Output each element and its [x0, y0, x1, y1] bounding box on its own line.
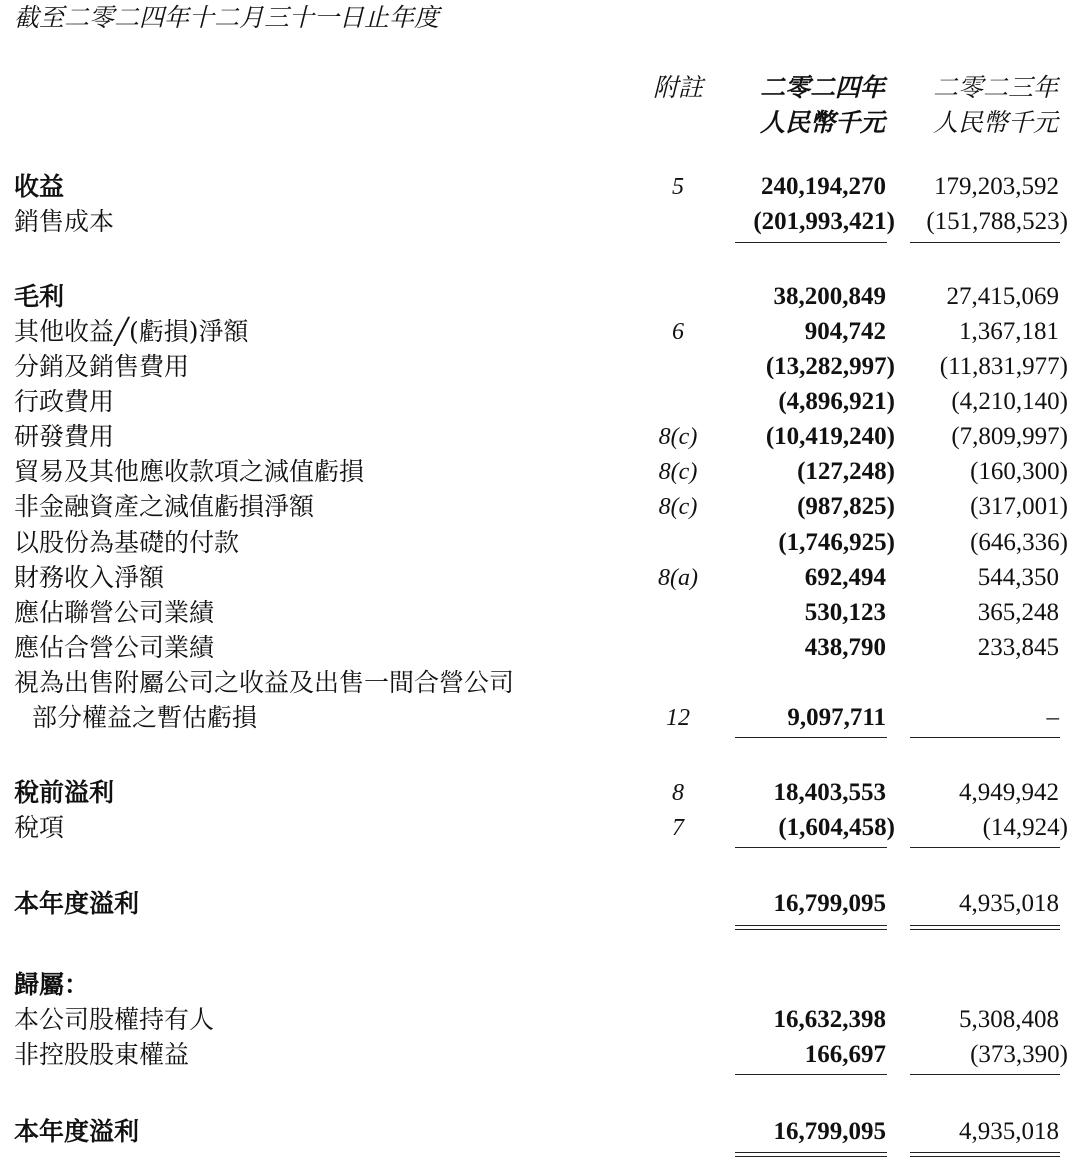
prior-year-value: (151,788,523) [926, 208, 1068, 235]
table-row-profit-for-year [0, 887, 1080, 921]
row-label: 應佔聯營公司業績 [14, 598, 215, 627]
prior-year-value: 179,203,592 [934, 173, 1059, 200]
row-label: 研發費用 [14, 422, 115, 451]
prior-year-value: 5,308,408 [959, 1006, 1059, 1033]
table-row-revenue [0, 170, 1080, 204]
current-year-value: (1,746,925) [778, 529, 895, 556]
table-row-equity-holders [0, 1003, 1080, 1037]
current-year-value: 166,697 [804, 1041, 886, 1068]
row-note: 8 [672, 780, 684, 806]
statement-period-subtitle: 截至二零二四年十二月三十一日止年度 [14, 3, 440, 32]
current-year-value: 9,097,711 [787, 704, 886, 731]
row-label: 銷售成本 [14, 207, 115, 236]
total-double-rule-prior [910, 925, 1060, 930]
table-row-other-gains [0, 315, 1080, 349]
prior-year-value: (373,390) [970, 1041, 1068, 1068]
row-label: 貿易及其他應收款項之減值虧損 [14, 457, 365, 486]
row-label: 稅前溢利 [14, 778, 115, 807]
subtotal-rule-prior [910, 737, 1060, 738]
row-label: 歸屬： [14, 970, 90, 999]
current-year-value: 240,194,270 [761, 173, 886, 200]
prior-year-value: (4,210,140) [951, 388, 1068, 415]
prior-year-value: (7,809,997) [951, 423, 1068, 450]
current-year-value: (987,825) [797, 493, 895, 520]
row-label: 毛利 [14, 282, 65, 311]
current-year-value: (10,419,240) [765, 423, 895, 450]
row-note: 7 [672, 815, 684, 841]
row-label: 行政費用 [14, 387, 115, 416]
table-row-disposal-gain-line1 [0, 666, 1080, 700]
prior-year-value: 27,415,069 [946, 283, 1059, 310]
table-row-cost-of-sales [0, 205, 1080, 239]
row-label: 稅項 [14, 813, 65, 842]
prior-year-value: 4,935,018 [959, 1118, 1059, 1145]
current-year-header: 二零二四年 [759, 73, 885, 102]
current-year-value: (4,896,921) [778, 388, 895, 415]
row-note: 8(c) [658, 424, 698, 450]
current-year-value: 16,799,095 [773, 1118, 886, 1145]
current-year-unit: 人民幣千元 [759, 108, 885, 137]
current-year-value: 438,790 [804, 634, 886, 661]
table-row-tax [0, 811, 1080, 845]
subtotal-rule-prior [910, 1074, 1060, 1075]
prior-year-header: 二零二三年 [932, 73, 1058, 102]
row-label: 非控股股東權益 [14, 1040, 190, 1069]
table-row-attributable-heading [0, 968, 1080, 1002]
row-note: 6 [672, 319, 684, 345]
row-note: 8(c) [658, 494, 698, 520]
subtotal-rule-current [735, 847, 887, 848]
row-label: 財務收入淨額 [14, 563, 165, 592]
table-row-share-based-payments [0, 526, 1080, 560]
row-label: 以股份為基礎的付款 [14, 528, 240, 557]
prior-year-value: 365,248 [977, 599, 1059, 626]
row-label: 視為出售附屬公司之收益及出售一間合營公司 [14, 668, 515, 697]
row-label: 本年度溢利 [14, 889, 140, 918]
subtotal-rule-current [735, 1074, 887, 1075]
row-label: 非金融資產之減值虧損淨額 [14, 492, 315, 521]
prior-year-unit: 人民幣千元 [932, 108, 1058, 137]
row-note: 8(c) [658, 459, 698, 485]
row-label: 分銷及銷售費用 [14, 352, 190, 381]
prior-year-value: 233,845 [977, 634, 1059, 661]
prior-year-value: – [1046, 704, 1059, 731]
table-row-admin-expenses [0, 385, 1080, 419]
table-row-profit-for-year-total [0, 1115, 1080, 1149]
prior-year-value: (14,924) [982, 814, 1068, 841]
prior-year-value: (317,001) [970, 493, 1068, 520]
current-year-value: 904,742 [804, 318, 886, 345]
table-row-receivables-impairment [0, 455, 1080, 489]
table-row-joint-ventures-share [0, 631, 1080, 665]
prior-year-value: 4,949,942 [959, 779, 1059, 806]
current-year-value: (201,993,421) [753, 208, 895, 235]
row-label: 收益 [14, 172, 65, 201]
prior-year-value: (11,831,977) [939, 353, 1068, 380]
table-row-non-controlling-interests [0, 1038, 1080, 1072]
row-label: 部分權益之暫估虧損 [32, 703, 258, 732]
current-year-value: 18,403,553 [773, 779, 886, 806]
row-label: 本公司股權持有人 [14, 1005, 215, 1034]
total-double-rule-current [735, 1152, 887, 1157]
table-row-disposal-gain-line2 [0, 701, 1080, 735]
current-year-value: 692,494 [804, 564, 886, 591]
note-column-header: 附註 [653, 73, 704, 102]
prior-year-value: (646,336) [970, 529, 1068, 556]
prior-year-value: 4,935,018 [959, 890, 1059, 917]
prior-year-value: 1,367,181 [959, 318, 1059, 345]
row-note: 12 [666, 705, 690, 731]
prior-year-value: (160,300) [970, 458, 1068, 485]
subtotal-rule-current [735, 737, 887, 738]
current-year-value: (1,604,458) [778, 814, 895, 841]
current-year-value: (127,248) [797, 458, 895, 485]
table-row-profit-before-tax [0, 776, 1080, 810]
table-row-rnd-expenses [0, 420, 1080, 454]
current-year-value: 16,632,398 [773, 1006, 886, 1033]
subtotal-rule-prior [910, 242, 1060, 243]
table-row-gross-profit [0, 280, 1080, 314]
row-label: 應佔合營公司業績 [14, 633, 215, 662]
current-year-value: 16,799,095 [773, 890, 886, 917]
row-note: 5 [672, 174, 684, 200]
table-row-distribution-expenses [0, 350, 1080, 384]
table-row-nonfinancial-impairment [0, 490, 1080, 524]
current-year-value: 38,200,849 [773, 283, 886, 310]
table-row-net-finance-income [0, 561, 1080, 595]
current-year-value: 530,123 [804, 599, 886, 626]
subtotal-rule-prior [910, 847, 1060, 848]
table-row-associates-share [0, 596, 1080, 630]
row-label: 本年度溢利 [14, 1117, 140, 1146]
prior-year-value: 544,350 [977, 564, 1059, 591]
current-year-value: (13,282,997) [765, 353, 895, 380]
total-double-rule-current [735, 925, 887, 930]
row-label: 其他收益╱(虧損)淨額 [14, 317, 249, 346]
row-note: 8(a) [658, 565, 698, 591]
subtotal-rule-current [735, 242, 887, 243]
total-double-rule-prior [910, 1152, 1060, 1157]
